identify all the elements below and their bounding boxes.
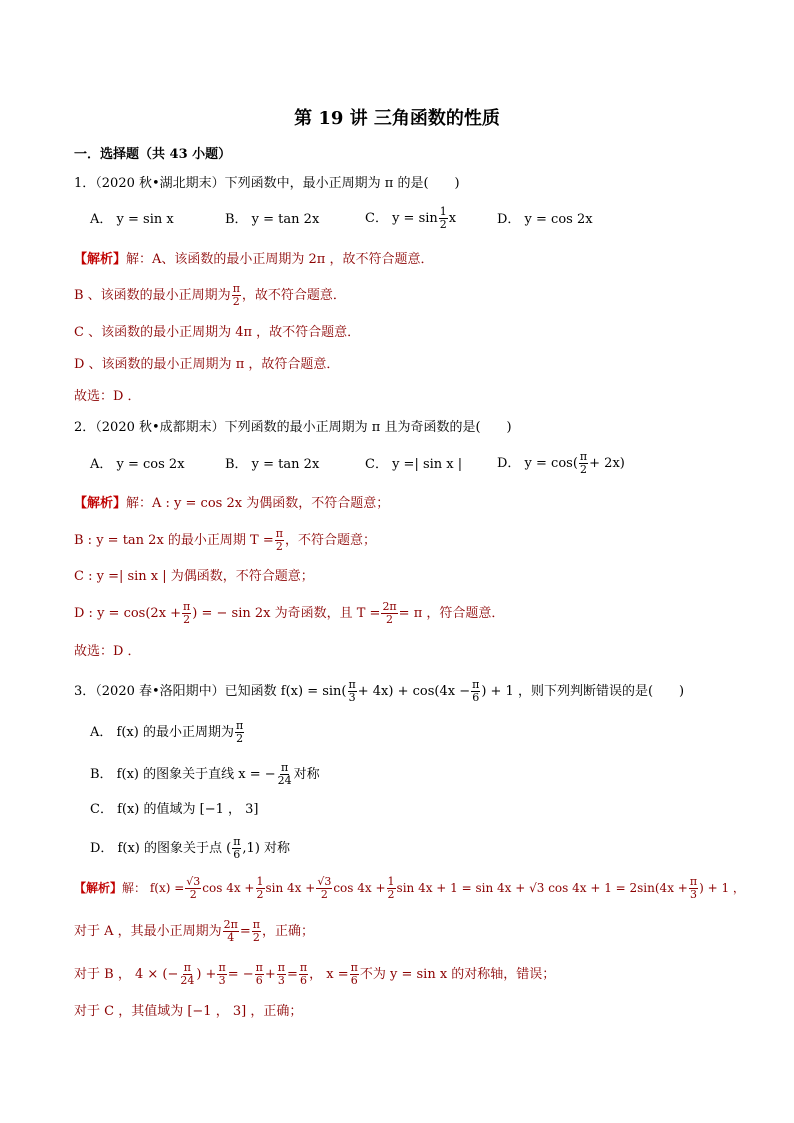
q1-analysis-line-3: C 、该函数的最小正周期为 4π ，故不符合题意． bbox=[74, 325, 361, 340]
q3-option-d: D． f(x) 的图象关于点 ( $\frac{\pi}{6}$ ,1) 对称 bbox=[90, 835, 291, 861]
q1-analysis-line-4: D 、该函数的最小正周期为 π ，故符合题意． bbox=[74, 357, 340, 372]
q3-option-c: C． f(x) 的值域为 [−1 ， 3] bbox=[90, 802, 259, 817]
fraction: $\frac{2\pi}{4}$ bbox=[223, 918, 238, 944]
q2-option-a: A． y = cos 2x bbox=[90, 457, 185, 472]
q1-analysis-line-2: B 、该函数的最小正周期为 $\frac{\pi}{2}$ ，故不符合题意． bbox=[74, 282, 346, 308]
fraction: $\frac{\pi}{3}$ bbox=[277, 961, 285, 987]
fraction: $\frac{√3}{2}$ bbox=[317, 875, 332, 901]
q1-answer: 故选：D ． bbox=[74, 389, 141, 404]
fraction: $\frac{√3}{2}$ bbox=[186, 875, 201, 901]
q2-analysis-line-4: D : y = cos(2x + $\frac{\pi}{2}$ ) = − sin 2x 为奇函数，且 T = $\frac{2\pi}{2}$ = π ，符合题意． bbox=[74, 600, 505, 626]
q3-analysis-line-2: 对于 A ，其最小正周期为 $\frac{2\pi}{4}$ = $\frac{\pi}{2}$ ，正确； bbox=[74, 918, 315, 944]
page-title: 第 19 讲 三角函数的性质 bbox=[294, 108, 500, 129]
fraction: $\frac{\pi}{2}$ bbox=[232, 282, 240, 308]
q1-option-b: B． y = tan 2x bbox=[225, 212, 320, 227]
q2-analysis-line-1: 【解析】解：A : y = cos 2x 为偶函数，不符合题意； bbox=[74, 496, 390, 511]
fraction: $\frac{\pi}{2}$ bbox=[275, 527, 283, 553]
q2-option-d: D． y = cos( $\frac{\pi}{2}$ + 2x) bbox=[497, 450, 625, 476]
q2-analysis-line-2: B : y = tan 2x 的最小正周期 T = $\frac{\pi}{2}$ ，不符合题意； bbox=[74, 527, 376, 553]
q1-option-d: D． y = cos 2x bbox=[497, 212, 593, 227]
fraction: $\frac{\pi}{24}$ bbox=[277, 761, 292, 787]
q2-answer: 故选：D ． bbox=[74, 644, 141, 659]
fraction: $\frac{1}{2}$ bbox=[439, 205, 447, 231]
fraction: $\frac{\pi}{2}$ bbox=[252, 918, 261, 944]
q3-analysis-line-1: 【解析】解： f(x) = $\frac{√3}{2}$ cos 4x + $\frac{1}{2}$ sin 4x + $\frac{√3}{2}$ cos 4x + $\frac{1}{2}$ sin 4x + 1 = sin 4x + √3 cos 4x + 1 = 2sin(4x + $\frac{\pi}{3}$ ) + 1 ， bbox=[74, 875, 745, 901]
q2-analysis-line-3: C : y =| sin x | 为偶函数，不符合题意； bbox=[74, 569, 314, 584]
q2-option-c: C． y =| sin x | bbox=[365, 457, 463, 472]
fraction: $\frac{\pi}{2}$ bbox=[579, 450, 588, 476]
analysis-tag: 【解析】 bbox=[74, 252, 127, 267]
fraction: $\frac{2\pi}{2}$ bbox=[382, 600, 397, 626]
q2-stem: 2．（2020 秋•成都期末）下列函数的最小正周期为 π 且为奇函数的是( ) bbox=[74, 420, 512, 435]
fraction: $\frac{\pi}{6}$ bbox=[350, 961, 358, 987]
fraction: $\frac{1}{2}$ bbox=[256, 875, 264, 901]
fraction: $\frac{\pi}{6}$ bbox=[299, 961, 308, 987]
fraction: $\frac{\pi}{24}$ bbox=[180, 961, 195, 987]
q1-stem: 1．（2020 秋•湖北期末）下列函数中，最小正周期为 π 的是( ) bbox=[74, 176, 460, 191]
q1-analysis-line-1: 【解析】解：A、该函数的最小正周期为 2π ，故不符合题意． bbox=[74, 252, 434, 267]
q3-stem: 3．（2020 春•洛阳期中）已知函数 f(x) = sin( $\frac{\pi}{3}$ + 4x) + cos(4x − $\frac{\pi}{6}$ ) + 1 ，则下列判断错误的是( ) bbox=[74, 678, 685, 704]
analysis-tag: 【解析】 bbox=[74, 496, 127, 511]
q1-option-a: A． y = sin x bbox=[90, 212, 174, 227]
fraction: $\frac{\pi}{2}$ bbox=[183, 600, 191, 626]
q2-option-b: B． y = tan 2x bbox=[225, 457, 320, 472]
q3-option-a: A． f(x) 的最小正周期为 $\frac{\pi}{2}$ bbox=[90, 719, 244, 745]
fraction: $\frac{\pi}{6}$ bbox=[255, 961, 263, 987]
fraction: $\frac{\pi}{3}$ bbox=[348, 678, 356, 704]
section-heading: 一．选择题（共 43 小题） bbox=[74, 147, 232, 162]
fraction: $\frac{\pi}{6}$ bbox=[472, 678, 480, 704]
analysis-tag: 【解析】 bbox=[74, 881, 123, 895]
q1-option-c: C． y = sin $\frac{1}{2}$ x bbox=[365, 205, 457, 231]
q3-analysis-line-4: 对于 C ，其值域为 [−1 ， 3] ，正确； bbox=[74, 1004, 303, 1019]
fraction: $\frac{\pi}{3}$ bbox=[689, 875, 698, 901]
fraction: $\frac{\pi}{2}$ bbox=[235, 719, 244, 745]
fraction: $\frac{\pi}{6}$ bbox=[233, 835, 241, 861]
fraction: $\frac{\pi}{3}$ bbox=[218, 961, 226, 987]
q3-analysis-line-3: 对于 B ， 4 × (− $\frac{\pi}{24}$ ) + $\frac{\pi}{3}$ = − $\frac{\pi}{6}$ + $\frac{\pi}{3}$ = $\frac{\pi}{6}$ ， x = $\frac{\pi}{6}$ 不为 y = sin x 的对称轴，错误； bbox=[74, 961, 556, 987]
fraction: $\frac{1}{2}$ bbox=[387, 875, 395, 901]
q3-option-b: B． f(x) 的图象关于直线 x = − $\frac{\pi}{24}$ 对称 bbox=[90, 761, 320, 787]
